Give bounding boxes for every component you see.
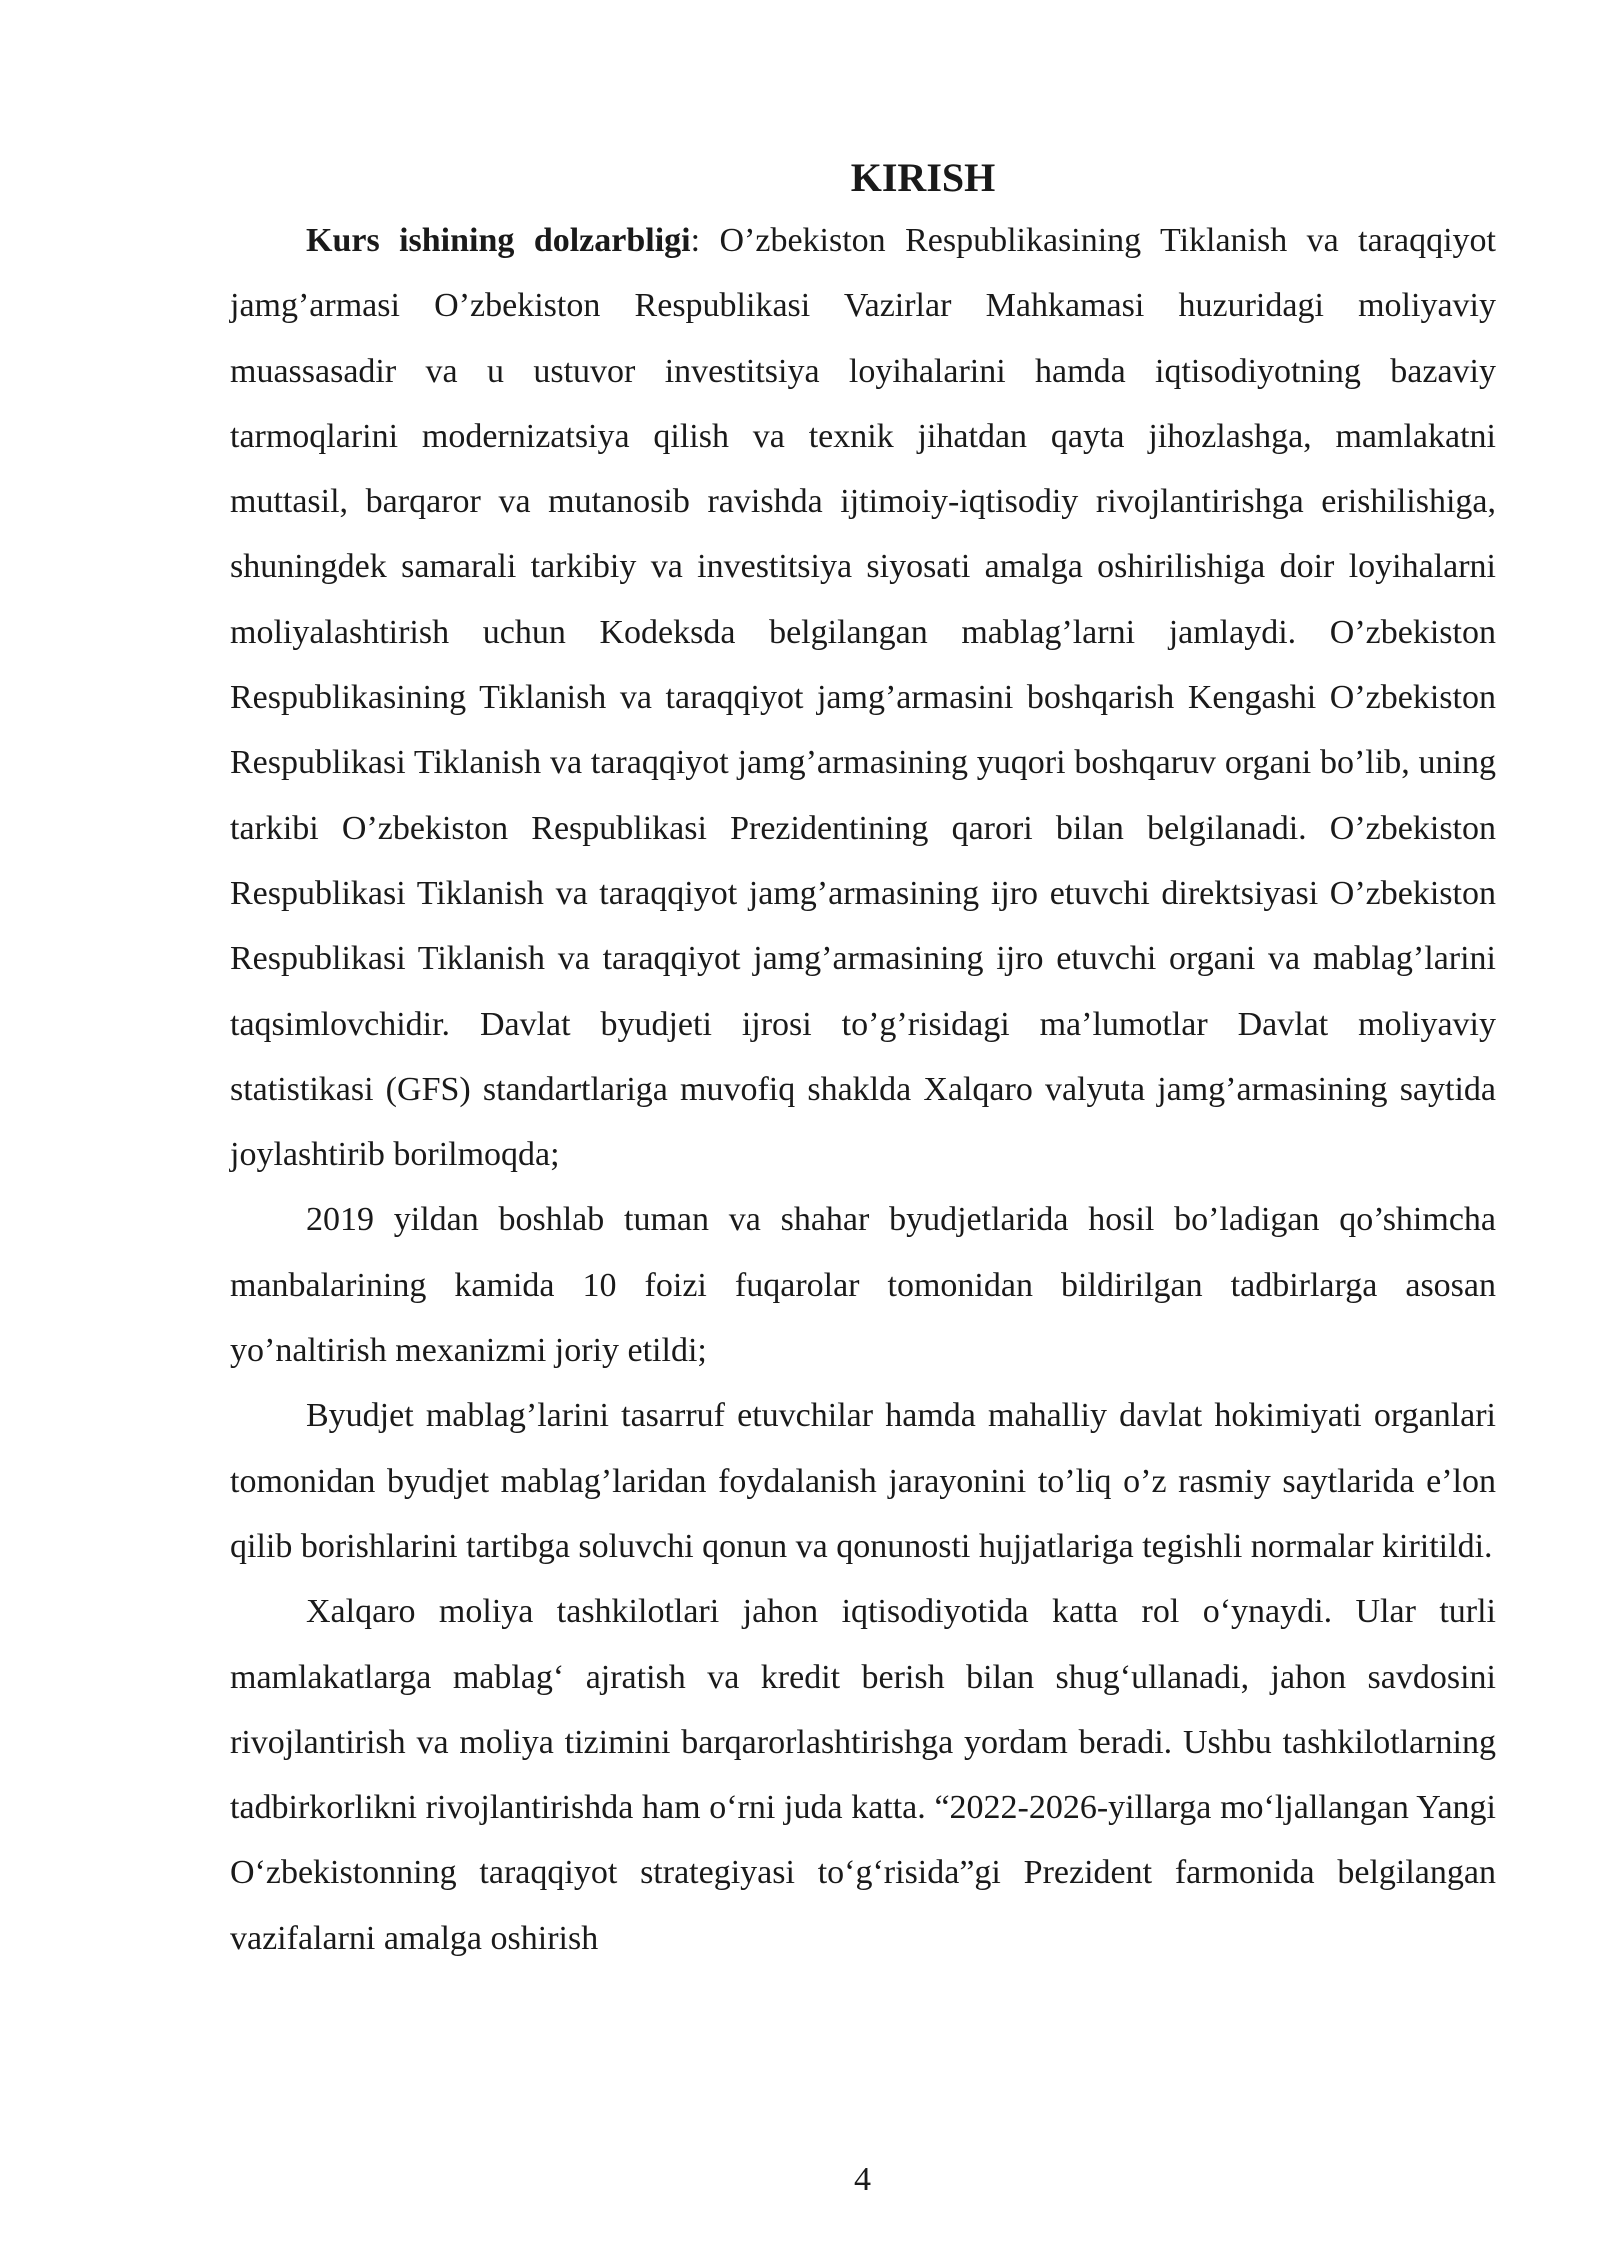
paragraph-international-finance: Xalqaro moliya tashkilotlari jahon iqtisodiyotida katta rol o‘ynaydi. Ular turli mamlakatlarga mablag‘ ajratish va kredit berish bilan shug‘ullanadi, jahon savdosini rivojlantirish va moliya tizimini barqarorlashtirishga yordam beradi. Ushbu tashkilotlarning tadbirkorlikni rivojlantirishda ham o‘rni juda katta. “2022-2026-yillarga mo‘ljallangan Yangi O‘zbekistonning taraqqiyot strategiyasi to‘g‘risida”gi Prezident farmonida belgilangan vazifalarni amalga oshirish [230, 1593, 1496, 1957]
page-number: 4 [854, 2161, 871, 2198]
page-content [230, 150, 1496, 1971]
paragraph-budget-transparency: Byudjet mablag’larini tasarruf etuvchilar hamda mahalliy davlat hokimiyati organlari tomonidan byudjet mablag’laridan foydalanish jarayonini to’liq o’z rasmiy saytlarida e’lon qilib borishlarini tartibga soluvchi qonun va qonunosti hujjatlariga tegishli normalar kiritildi. [230, 1397, 1496, 1565]
section-heading: KIRISH [850, 155, 996, 200]
paragraph-local-budgets: 2019 yildan boshlab tuman va shahar byudjetlarida hosil bo’ladigan qo’shimcha manbalarining kamida 10 foizi fuqarolar tomonidan bildirilgan tadbirlarga asosan yo’naltirish mexanizmi joriy etildi; [230, 1201, 1496, 1370]
paragraph-relevance [230, 208, 1496, 1187]
lead-text: : O’zbekiston Respublikasining Tiklanish va taraqqiyot jamg’armasi O’zbekiston Respublikasi Vazirlar Mahkamasi huzuridagi moliyaviy muassasadir va u ustuvor investitsiya loyihalarini hamda iqtisodiyotning bazaviy tarmoqlarini modernizatsiya qilish va texnik jihatdan qayta jihozlashga, mamlakatni muttasil, barqaror va mutanosib ravishda ijtimoiy-iqtisodiy rivojlantirishga erishilishiga, shuningdek samarali tarkibiy va investitsiya siyosati amalga oshirilishiga doir loyihalarni moliyalashtirish uchun Kodeksda belgilangan mablag’larni jamlaydi. O’zbekiston Respublikasining Tiklanish va taraqqiyot jamg’armasini boshqarish Kengashi O’zbekiston Respublikasi Tiklanish va taraqqiyot jamg’armasining yuqori boshqaruv organi bo’lib, uning tarkibi O’zbekiston Respublikasi Prezidentining qarori bilan belgilanadi. O’zbekiston Respublikasi Tiklanish va taraqqiyot jamg’armasining ijro etuvchi direktsiyasi O’zbekiston Respublikasi Tiklanish va taraqqiyot jamg’armasining ijro etuvchi organi va mablag’larini taqsimlovchidir. Davlat byudjeti ijrosi to’g’risidagi ma’lumotlar Davlat moliyaviy statistikasi (GFS) standartlariga muvofiq shaklda Xalqaro valyuta jamg’armasining saytida joylashtirib borilmoqda; [230, 222, 1496, 1174]
lead-term: Kurs ishining dolzarbligi [306, 222, 691, 259]
